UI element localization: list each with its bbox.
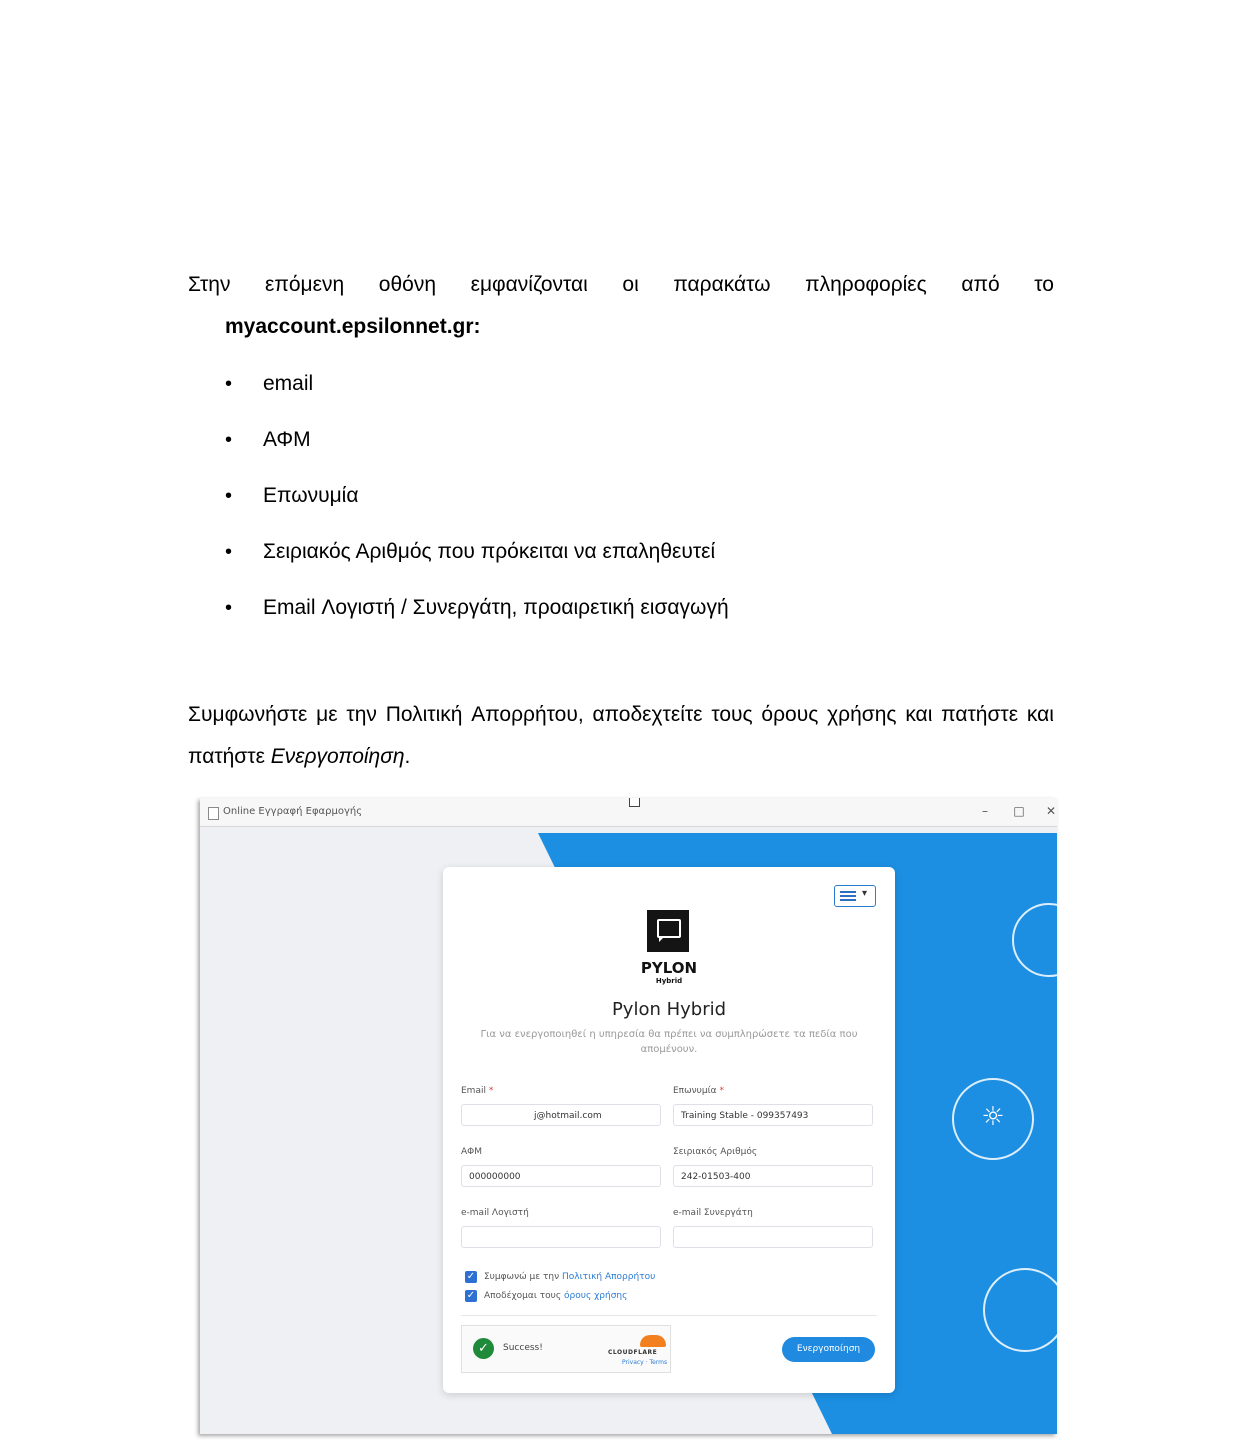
privacy-checkbox[interactable]: ✓ bbox=[466, 1271, 476, 1282]
intro-word: οθόνη bbox=[378, 273, 436, 296]
terms-checkbox[interactable]: ✓ bbox=[466, 1290, 476, 1301]
intro-word: εμφανίζονται bbox=[470, 273, 588, 296]
greek-flag-icon bbox=[840, 891, 856, 901]
bullet-icon: • bbox=[225, 429, 233, 451]
lightbulb-icon: ☼ bbox=[952, 1078, 1034, 1160]
email-field[interactable]: j@hotmail.com bbox=[461, 1104, 661, 1126]
activate-button[interactable]: Ενεργοποίηση bbox=[782, 1337, 875, 1362]
language-selector[interactable] bbox=[834, 885, 876, 907]
captcha-widget bbox=[461, 1325, 671, 1373]
cloudflare-logo: CLOUDFLARE bbox=[608, 1349, 658, 1356]
document-icon bbox=[208, 807, 219, 820]
chat-bubble-icon bbox=[657, 919, 681, 938]
intro-word: οι bbox=[622, 273, 639, 296]
serial-field[interactable]: 242-01503-400 bbox=[673, 1165, 873, 1187]
intro-word: πληροφορίες bbox=[805, 273, 927, 296]
privacy-checkbox-label: Συμφωνώ με την Πολιτική Απορρήτου bbox=[484, 1272, 656, 1282]
minimize-button[interactable]: – bbox=[982, 804, 988, 818]
bullet-icon: • bbox=[225, 373, 233, 395]
serial-label: Σειριακός Αριθμός bbox=[673, 1147, 758, 1157]
pylon-logo bbox=[647, 910, 689, 952]
window-title: Online Εγγραφή Εφαρμογής bbox=[223, 806, 363, 817]
activate-term: Ενεργοποίηση bbox=[270, 745, 405, 768]
accountant-email-label: e-mail Λογιστή bbox=[461, 1208, 529, 1218]
brand-sub: Hybrid bbox=[655, 977, 683, 985]
close-button[interactable]: ✕ bbox=[1045, 804, 1057, 818]
info-list bbox=[225, 362, 729, 642]
afm-field[interactable]: 000000000 bbox=[461, 1165, 661, 1187]
terms-link[interactable]: όρους χρήσης bbox=[564, 1291, 628, 1301]
intro-word: Στην bbox=[188, 273, 231, 296]
intro-word: από bbox=[961, 273, 1000, 296]
agree-line: Συμφωνήστε με την Πολιτική Απορρήτου, αποδεχτείτε τους όρους χρήσης και πατήστε και bbox=[188, 703, 1054, 726]
chevron-down-icon: ▾ bbox=[862, 888, 868, 899]
brand-name: PYLON bbox=[640, 959, 698, 977]
list-item: • Email Λογιστή / Συνεργάτη, προαιρετική εισαγωγή bbox=[225, 586, 729, 642]
divider bbox=[461, 1315, 877, 1316]
terms-checkbox-label: Αποδέχομαι τους όρους χρήσης bbox=[484, 1291, 628, 1301]
intro-word: το bbox=[1034, 273, 1054, 296]
partner-email-label: e-mail Συνεργάτη bbox=[673, 1208, 753, 1218]
captcha-status: Success! bbox=[503, 1343, 543, 1353]
bullet-icon: • bbox=[225, 597, 233, 619]
intro-word: επόμενη bbox=[265, 273, 345, 296]
intro-word: παρακάτω bbox=[673, 273, 771, 296]
list-item: • Επωνυμία bbox=[225, 474, 729, 530]
app-screenshot bbox=[200, 798, 1057, 1434]
email-label: Email * bbox=[461, 1086, 494, 1096]
page-subtitle: Για να ενεργοποιηθεί η υπηρεσία θα πρέπει να συμπληρώσετε τα πεδία που απομένουν. bbox=[480, 1029, 858, 1055]
list-item: • Σειριακός Αριθμός που πρόκειται να επαληθευτεί bbox=[225, 530, 729, 586]
maximize-button[interactable]: □ bbox=[1013, 804, 1025, 818]
resize-handle[interactable] bbox=[629, 798, 640, 807]
check-circle-icon: ✓ bbox=[473, 1338, 494, 1359]
activation-card bbox=[443, 867, 895, 1393]
list-item: • email bbox=[225, 362, 729, 418]
agree-line-2: πατήστε Ενεργοποίηση. bbox=[188, 745, 411, 768]
afm-label: ΑΦΜ bbox=[461, 1147, 483, 1157]
intro-line bbox=[188, 264, 1054, 306]
company-field[interactable]: Training Stable - 099357493 bbox=[673, 1104, 873, 1126]
privacy-policy-link[interactable]: Πολιτική Απορρήτου bbox=[562, 1272, 656, 1282]
captcha-links[interactable]: Privacy · Terms bbox=[622, 1359, 668, 1366]
company-label: Επωνυμία * bbox=[673, 1086, 724, 1096]
monitor-chart-icon bbox=[983, 1268, 1057, 1352]
bullet-icon: • bbox=[225, 541, 233, 563]
site-name: myaccount.epsilonnet.gr: bbox=[225, 315, 481, 338]
list-item: • ΑΦΜ bbox=[225, 418, 729, 474]
cloudflare-cloud-icon bbox=[640, 1335, 666, 1347]
accountant-email-field[interactable] bbox=[461, 1226, 661, 1248]
bullet-icon: • bbox=[225, 485, 233, 507]
page-title: Pylon Hybrid bbox=[611, 999, 727, 1020]
partner-email-field[interactable] bbox=[673, 1226, 873, 1248]
